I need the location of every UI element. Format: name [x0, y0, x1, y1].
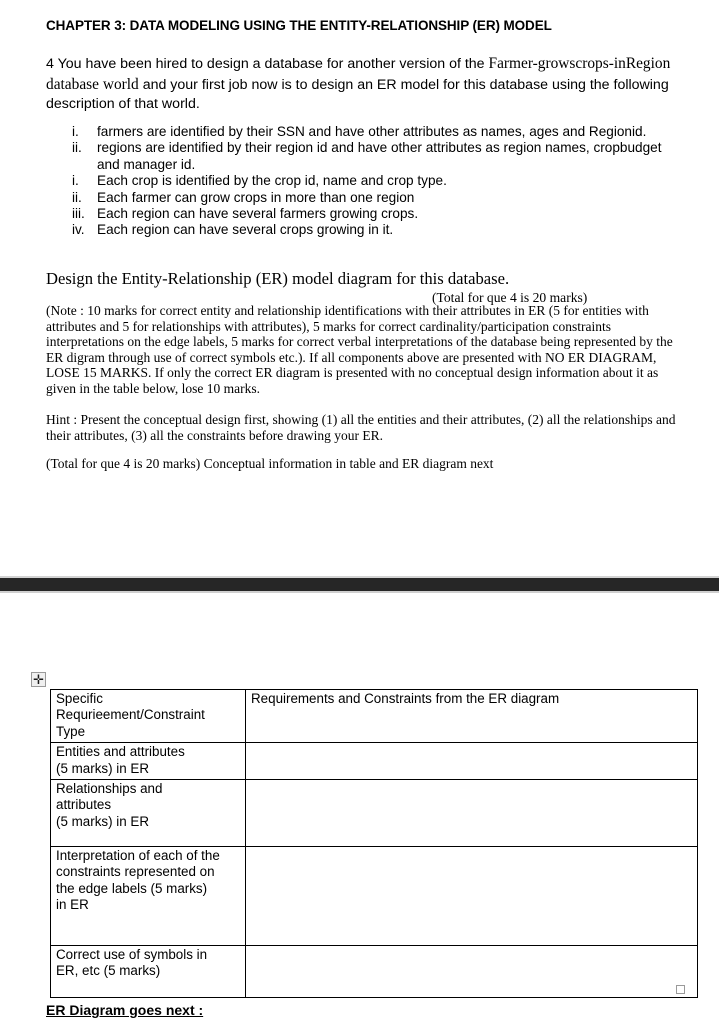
er-diagram-next-label: ER Diagram goes next : [46, 1002, 204, 1018]
list-item-text: Each region can have several crops growing in it. [97, 222, 394, 238]
table-cell-line: Interpretation of each of the [56, 848, 220, 864]
table-cell-label [51, 847, 246, 946]
separator-bottom-edge [0, 591, 719, 593]
table-move-handle-icon[interactable]: ✛ [31, 672, 46, 687]
table-cell-line: in ER [56, 897, 89, 913]
table-cell-label [51, 743, 246, 780]
table-cell-line: Relationships and [56, 781, 163, 797]
table-cell-line: the edge labels (5 marks) [56, 880, 208, 896]
list-item-text: Each farmer can grow crops in more than one region [97, 189, 415, 205]
list-item-marker: i. [72, 173, 79, 189]
intro-text-part2: and your first job now is to design an ER model for this database using the following description of that world. [46, 76, 669, 112]
design-instruction: Design the Entity-Relationship (ER) model diagram for this database. [46, 269, 510, 288]
table-header-cell-left [51, 690, 246, 743]
page-break-separator [0, 576, 719, 594]
table-cell-line: constraints represented on [56, 864, 215, 880]
list-item [46, 222, 680, 238]
list-item-text: farmers are identified by their SSN and have other attributes as names, ages and Regionid. [97, 124, 647, 139]
table-cell-value[interactable] [246, 847, 698, 946]
list-item-marker: i. [72, 124, 79, 139]
list-item [46, 124, 680, 140]
list-item-text: regions are identified by their region id and have other attributes as region names, cropbudget and manager id. [97, 140, 662, 172]
table-header-left-line-2: Requrieement/Constraint [56, 707, 205, 723]
page-title: CHAPTER 3: DATA MODELING USING THE ENTITY-RELATIONSHIP (ER) MODEL [46, 18, 552, 33]
intro-database-name: Farmer-growscrops-inRegion database world [46, 55, 671, 93]
intro-text-part1: 4 You have been hired to design a database for another version of the [46, 56, 489, 72]
list-item-text: Each region can have several farmers growing crops. [97, 206, 419, 222]
requirements-list [46, 124, 680, 239]
table-row [51, 946, 698, 998]
table-cell-value[interactable] [246, 743, 698, 780]
table-header-left-line-3: Type [56, 723, 86, 739]
table-cell-value[interactable] [246, 946, 698, 998]
table-row [51, 690, 698, 743]
list-item-text: Each crop is identified by the crop id, name and crop type. [97, 173, 447, 189]
table-cell-line: Entities and attributes [56, 744, 185, 760]
list-item-marker: iv. [72, 222, 85, 238]
separator-bar [0, 578, 719, 591]
table-row [51, 847, 698, 946]
table-header-left-line-1: Specific [56, 691, 103, 706]
table-header-cell-right: Requirements and Constraints from the ER diagram [246, 690, 698, 743]
list-item-marker: ii. [72, 189, 82, 205]
intro-paragraph [46, 54, 680, 115]
hint-paragraph: Hint : Present the conceptual design first, showing (1) all the entities and their attributes, (2) all the relationships and their attributes, (3) all the constraints before drawing your ER. [46, 412, 676, 443]
table-row [51, 743, 698, 780]
requirements-constraints-table [50, 689, 698, 998]
table-row [51, 780, 698, 847]
list-item-marker: ii. [72, 140, 82, 156]
list-item [46, 206, 680, 222]
note-paragraph: (Note : 10 marks for correct entity and relationship identifications with their attributes in ER (5 for entities with attributes and 5 for relationships with attributes), 5 marks for correct cardinality/participation constraints interpretations on the edge labels, 5 marks for correct verbal interpretations of the database being represented by the ER digram through use of correct symbols etc.). If all components above are presented with NO ER DIAGRAM, LOSE 15 MARKS. If only the correct ER diagram is presented with no conceptual design information about it as given in the table below, lose 10 marks. [46, 303, 673, 396]
total-marks-line-secondary: (Total for que 4 is 20 marks) Conceptual information in table and ER diagram next [46, 456, 494, 471]
table-cell-line: (5 marks) in ER [56, 760, 150, 776]
total-marks-line: (Total for que 4 is 20 marks) [432, 290, 588, 305]
table-resize-handle-icon[interactable] [676, 985, 685, 994]
list-item [46, 190, 680, 206]
table-cell-line: Correct use of symbols in [56, 947, 208, 963]
table-cell-line: attributes [56, 797, 112, 813]
list-item-marker: iii. [72, 206, 85, 222]
table-cell-label [51, 780, 246, 847]
table-cell-value[interactable] [246, 780, 698, 847]
list-item [46, 173, 680, 189]
table-cell-line: ER, etc (5 marks) [56, 963, 161, 979]
table-cell-label [51, 946, 246, 998]
table-cell-line: (5 marks) in ER [56, 813, 150, 829]
list-item [46, 140, 680, 173]
